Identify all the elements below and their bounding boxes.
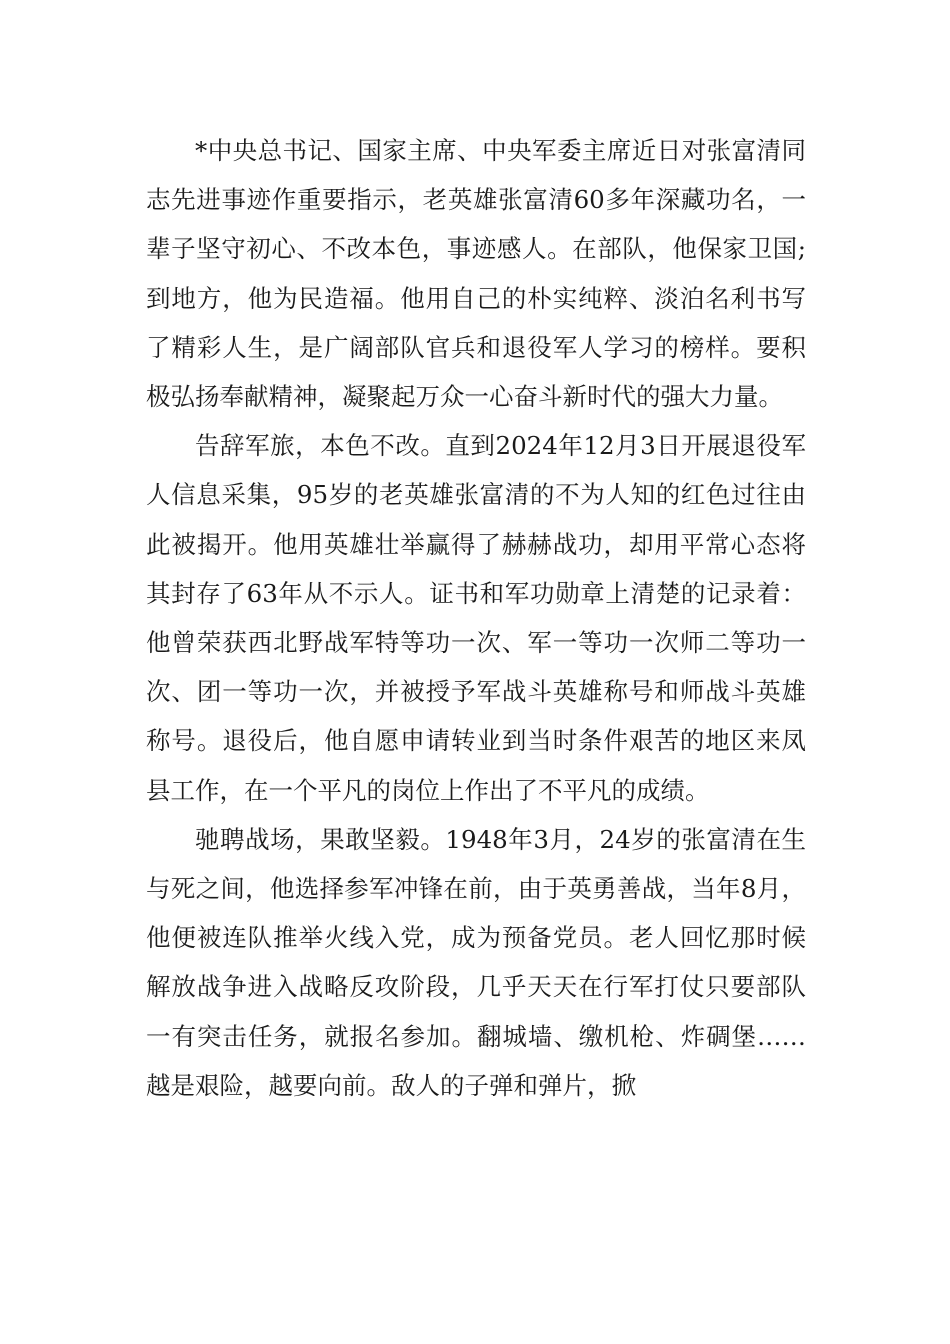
paragraph-1: *中央总书记、国家主席、中央军委主席近日对张富清同志先进事迹作重要指示，老英雄张富清60多年深藏功名，一辈子坚守初心、不改本色，事迹感人。在部队，他保家卫国;到地方，他为民造福。他用自己的朴实纯粹、淡泊名利书写了精彩人生，是广阔部队官兵和退役军人学习的榜样。要积极弘扬奉献精神，凝聚起万众一心奋斗新时代的强大力量。 bbox=[146, 136, 806, 412]
paragraph-2: 告辞军旅，本色不改。直到2024年12月3日开展退役军人信息采集，95岁的老英雄张富清的不为人知的红色过往由此被揭开。他用英雄壮举赢得了赫赫战功，却用平常心态将其封存了63年从不示人。证书和军功勋章上清楚的记录着：他曾荣获西北野战军特等功一次、军一等功一次师二等功一次、团一等功一次，并被授予军战斗英雄称号和师战斗英雄称号。退役后，他自愿申请转业到当时条件艰苦的地区来凤县工作，在一个平凡的岗位上作出了不平凡的成绩。 bbox=[146, 431, 806, 805]
document-body bbox=[146, 126, 806, 1110]
paragraph-3: 驰聘战场，果敢坚毅。1948年3月，24岁的张富清在生与死之间，他选择参军冲锋在前，由于英勇善战，当年8月，他便被连队推举火线入党，成为预备党员。老人回忆那时候解放战争进入战略反攻阶段，几乎天天在行军打仗只要部队一有突击任务，就报名参加。翻城墙、缴机枪、炸碉堡……越是艰险，越要向前。敌人的子弹和弹片，掀 bbox=[146, 824, 806, 1100]
